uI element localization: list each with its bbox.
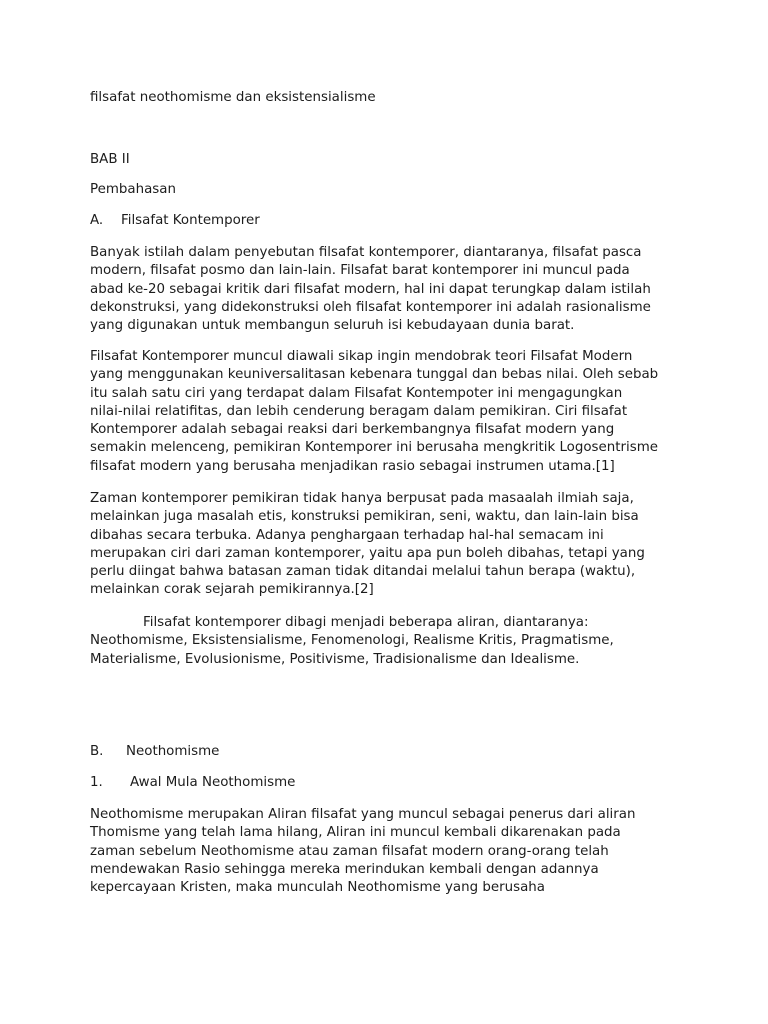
paragraph-4 [90, 614, 710, 669]
section-b-marker: B. [90, 744, 104, 759]
paragraph-line: merupakan ciri dari zaman kontemporer, yaitu apa pun boleh dibahas, tetapi yang [90, 545, 645, 561]
paragraph-line: modern, filsafat posmo dan lain-lain. Filsafat barat kontemporer ini muncul pada [90, 263, 630, 279]
paragraph-line: Neothomisme merupakan Aliran filsafat yang muncul sebagai penerus dari aliran [90, 807, 636, 822]
paragraph-line: zaman sebelum Neothomisme atau zaman filsafat modern orang-orang telah [90, 843, 609, 859]
paragraph-2 [90, 348, 710, 476]
paragraph-line: kepercayaan Kristen, maka munculah Neothomisme yang berusaha [90, 880, 545, 896]
paragraph-line: abad ke-20 sebagai kritik dari filsafat modern, hal ini dapat terungkap dalam istilah [90, 281, 651, 297]
paragraph-line: itu salah satu ciri yang terdapat dalam Filsafat Kontempoter ini mengagungkan [90, 385, 623, 401]
paragraph-line: mendewakan Rasio sehingga mereka merindukan kembali dengan adannya [90, 861, 599, 877]
section-b-title: Neothomisme [126, 744, 220, 759]
paragraph-1 [90, 244, 710, 335]
section-a-title: Filsafat Kontemporer [121, 213, 260, 228]
paragraph-line: Thomisme yang telah lama hilang, Aliran ini muncul kembali dikarenakan pada [90, 825, 621, 841]
subsection-1-heading [90, 774, 295, 792]
chapter-label: BAB II [90, 152, 130, 167]
section-a-heading [90, 212, 260, 230]
paragraph-line: yang menggunakan keuniversalitasan kebenara tunggal dan bebas nilai. Oleh sebab [90, 367, 659, 383]
document-title: filsafat neothomisme dan eksistensialisme [90, 90, 376, 105]
paragraph-line: Filsafat kontemporer dibagi menjadi beberapa aliran, diantaranya: [143, 615, 589, 630]
paragraph-line: perlu diingat bahwa batasan zaman tidak ditandai melalui tahun berapa (waktu), [90, 564, 636, 580]
paragraph-line: dekonstruksi, yang didekonstruksi oleh filsafat kontemporer ini adalah rasionalisme [90, 299, 651, 315]
subsection-1-marker: 1. [90, 775, 103, 790]
subsection-1-title: Awal Mula Neothomisme [130, 775, 296, 790]
section-a-marker: A. [90, 213, 104, 228]
paragraph-line: Zaman kontemporer pemikiran tidak hanya berpusat pada masaalah ilmiah saja, [90, 491, 634, 506]
section-b-heading [90, 743, 219, 761]
paragraph-line: Kontemporer adalah sebagai reaksi dari berkembangnya filsafat modern yang [90, 422, 615, 438]
paragraph-line: melainkan juga masalah etis, konstruksi pemikiran, seni, waktu, dan lain-lain bisa [90, 509, 639, 525]
paragraph-line: Materialisme, Evolusionisme, Positivisme, Tradisionalisme dan Idealisme. [90, 651, 580, 667]
paragraph-line: Filsafat Kontemporer muncul diawali sikap ingin mendobrak teori Filsafat Modern [90, 349, 633, 364]
chapter-subtitle: Pembahasan [90, 182, 176, 197]
paragraph-line: Banyak istilah dalam penyebutan filsafat kontemporer, diantaranya, filsafat pasca [90, 245, 642, 260]
paragraph-line: nilai-nilai relatifitas, dan lebih cenderung beragam dalam pemikiran. Ciri filsafat [90, 403, 628, 419]
paragraph-line: semakin melenceng, pemikiran Kontemporer ini berusaha mengkritik Logosentrisme [90, 440, 658, 456]
paragraph-line: yang digunakan untuk membangun seluruh isi kebudayaan dunia barat. [90, 318, 575, 334]
paragraph-line: Neothomisme, Eksistensialisme, Fenomenologi, Realisme Kritis, Pragmatisme, [90, 633, 614, 649]
paragraph-line: filsafat modern yang berusaha menjadikan rasio sebagai instrumen utama.[1] [90, 458, 615, 474]
paragraph-line: melainkan corak sejarah pemikirannya.[2] [90, 582, 374, 598]
paragraph-line: dibahas secara terbuka. Adanya penghargaan terhadap hal-hal semacam ini [90, 527, 604, 543]
paragraph-3 [90, 490, 710, 600]
paragraph-5 [90, 806, 710, 897]
